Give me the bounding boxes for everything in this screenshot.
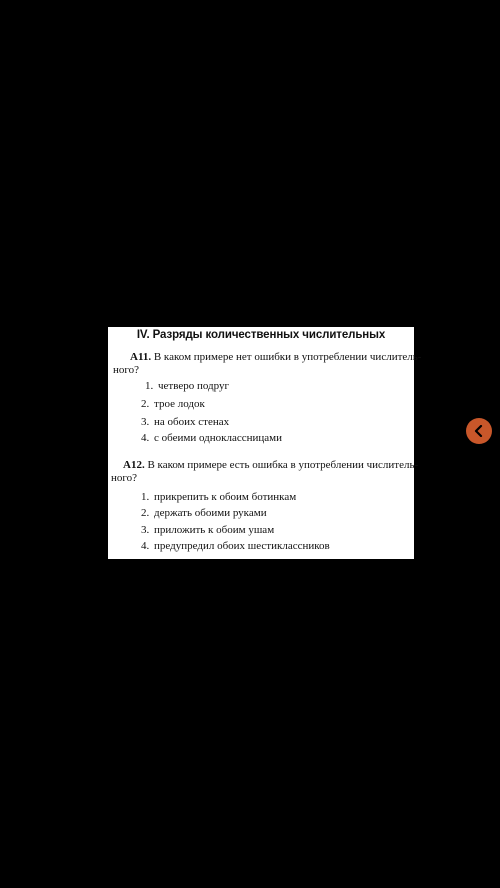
side-panel-handle[interactable]	[466, 418, 492, 444]
question-a11-option-1	[145, 380, 229, 393]
option-number: 4.	[141, 540, 150, 552]
question-a11-option-3	[141, 416, 229, 429]
question-a11-line1	[130, 351, 421, 364]
question-a11-line2: ного?	[113, 364, 140, 376]
question-a11-text: В каком примере нет ошибки в употреблении числитель-	[151, 351, 422, 363]
option-text: приложить к обоим ушам	[154, 524, 275, 536]
textbook-page	[108, 327, 422, 559]
option-text: четверо подруг	[158, 380, 230, 392]
option-number: 2.	[141, 398, 150, 410]
option-number: 1.	[145, 380, 154, 392]
question-a12-text: В каком примере есть ошибка в употреблении числитель-	[144, 459, 419, 471]
option-text: на обоих стенах	[154, 416, 230, 428]
section-title: IV. Разряды количественных числительных	[136, 329, 386, 341]
question-a12-option-2	[141, 507, 267, 520]
option-text: с обеими одноклассницами	[154, 432, 282, 444]
question-a12-option-3	[141, 524, 274, 537]
option-text: трое лодок	[154, 398, 205, 410]
chevron-left-icon	[474, 425, 484, 437]
option-text: прикрепить к обоим ботинкам	[154, 491, 297, 503]
question-a12-option-1	[141, 491, 296, 504]
option-number: 3.	[141, 524, 150, 536]
question-a12-option-4	[141, 540, 330, 553]
option-number: 2.	[141, 507, 150, 519]
option-number: 4.	[141, 432, 150, 444]
option-number: 1.	[141, 491, 150, 503]
question-a11-option-2	[141, 398, 205, 411]
option-text: держать обоими руками	[154, 507, 267, 519]
question-a11-option-4	[141, 432, 282, 445]
question-a11-id: A11.	[130, 351, 152, 363]
question-a12-line1	[123, 459, 418, 472]
option-number: 3.	[141, 416, 150, 428]
question-a12-id: А12.	[123, 459, 145, 471]
question-a12-line2: ного?	[111, 472, 138, 484]
option-text: предупредил обоих шестиклассников	[154, 540, 330, 552]
